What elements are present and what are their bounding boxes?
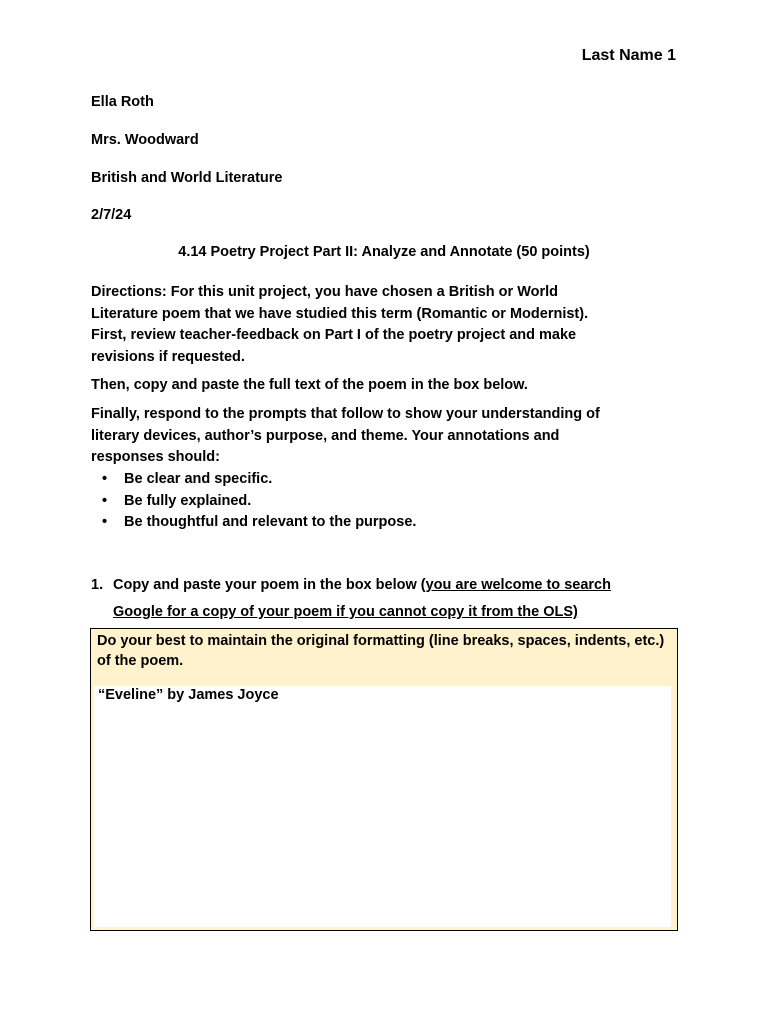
- list-item: [91, 512, 416, 534]
- finally-line: literary devices, author’s purpose, and theme. Your annotations and: [91, 427, 560, 444]
- directions-line: Directions: For this unit project, you have chosen a British or World: [91, 284, 559, 300]
- list-item-text: Be fully explained.: [124, 492, 252, 509]
- assignment-title: 4.14 Poetry Project Part II: Analyze and Annotate (50 points): [178, 244, 590, 260]
- question-hint-underlined: you are welcome to search: [425, 577, 611, 593]
- list-item: [91, 469, 416, 491]
- finally-line: responses should:: [91, 449, 220, 465]
- question-1: [91, 572, 611, 626]
- list-item-text: Be thoughtful and relevant to the purpose.: [124, 514, 417, 531]
- poem-title: “Eveline” by James Joyce: [98, 687, 279, 703]
- bullet-icon: •: [102, 514, 108, 531]
- list-item: [91, 491, 416, 513]
- question-hint-underlined: Google for a copy of your poem if you cannot copy it from the OLS): [113, 604, 578, 620]
- poem-box: [90, 628, 678, 931]
- question-number: 1.: [91, 577, 104, 593]
- question-prompt: Copy and paste your poem in the box below (: [113, 577, 426, 593]
- directions-paragraph: [91, 282, 681, 368]
- criteria-list: [91, 469, 416, 534]
- then-paragraph: Then, copy and paste the full text of the poem in the box below.: [91, 377, 528, 393]
- student-name: Ella Roth: [91, 94, 154, 110]
- directions-line: revisions if requested.: [91, 348, 245, 365]
- directions-line: Literature poem that we have studied this term (Romantic or Modernist).: [91, 305, 589, 322]
- poem-box-instructions: Do your best to maintain the original formatting (line breaks, spaces, indents, etc.) of the poem.: [97, 633, 665, 669]
- finally-line: Finally, respond to the prompts that follow to show your understanding of: [91, 406, 600, 422]
- list-item-text: Be clear and specific.: [124, 471, 273, 487]
- teacher-name: Mrs. Woodward: [91, 132, 199, 148]
- poem-text-field[interactable]: [94, 686, 671, 927]
- finally-paragraph: [91, 404, 681, 469]
- date: 2/7/24: [91, 207, 132, 223]
- bullet-icon: •: [102, 471, 108, 487]
- bullet-icon: •: [102, 492, 108, 509]
- course-name: British and World Literature: [91, 170, 283, 186]
- page-header-label: Last Name 1: [581, 47, 676, 64]
- directions-line: First, review teacher-feedback on Part I of the poetry project and make: [91, 327, 577, 343]
